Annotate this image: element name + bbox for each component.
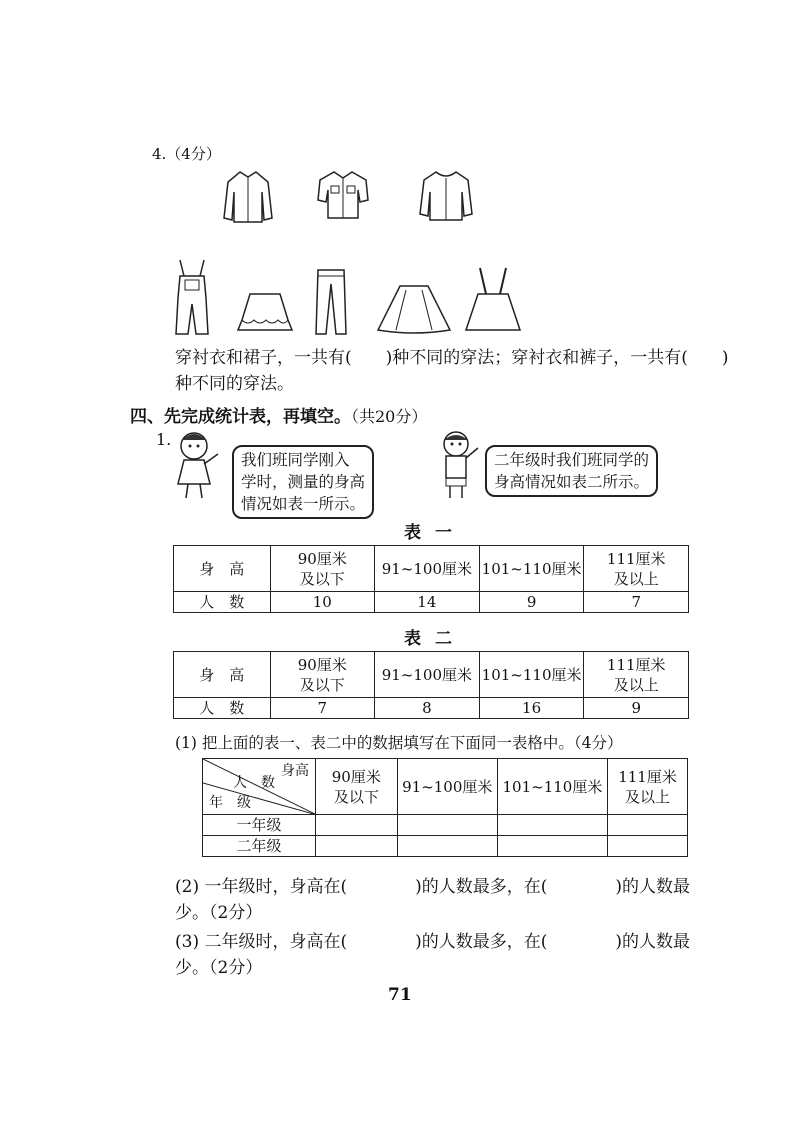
table-combined-column-header <box>315 759 397 815</box>
sub-question-3-line1: (3) 二年级时，身高在( )的人数最多，在( )的人数最 <box>175 932 691 952</box>
col-label-line1: 90厘米 <box>331 767 381 786</box>
blouse-icon <box>418 168 474 224</box>
question-4-text-line2: 种不同的穿法。 <box>175 374 294 394</box>
table-1-caption: 表一 <box>404 523 466 543</box>
section-4-title <box>130 402 427 427</box>
table-2-count-row <box>174 698 689 719</box>
girl-speech-bubble <box>232 445 374 519</box>
col-label-line1: 91~100厘米 <box>381 559 472 578</box>
sub-question-2-line1: (2) 一年级时，身高在( )的人数最多，在( )的人数最 <box>175 877 691 897</box>
col-label-line1: 90厘米 <box>297 655 347 674</box>
table-2-count-cell: 16 <box>479 698 584 719</box>
table-2-column-header <box>270 652 374 698</box>
blank-answer-cell[interactable] <box>608 836 688 857</box>
girl-bubble-line3: 情况如表一所示。 <box>241 495 366 513</box>
table-combined-row-header: 一年级 <box>203 815 316 836</box>
col-label-line1: 111厘米 <box>606 549 666 568</box>
table-1-row-header-height: 身 高 <box>174 546 271 592</box>
col-label-line1: 101~110厘米 <box>481 559 582 578</box>
col-label-line1: 101~110厘米 <box>502 777 603 796</box>
table-1-count-cell: 14 <box>375 592 480 613</box>
table-2-count-cell: 9 <box>584 698 689 719</box>
table-1-count-cell: 7 <box>584 592 689 613</box>
ruffled-skirt-icon <box>236 290 294 334</box>
girl-bubble-line1: 我们班同学刚入 <box>241 451 350 469</box>
sub-question-2-line2: 少。（2分） <box>175 903 263 923</box>
blank-answer-cell[interactable] <box>497 836 607 857</box>
corner-grade-label: 年 级 <box>209 795 251 811</box>
col-label-line2: 及以上 <box>625 787 671 806</box>
table-1-count-cell: 10 <box>270 592 374 613</box>
col-label-line2: 及以下 <box>299 569 345 588</box>
table-1-count-row <box>174 592 689 613</box>
table-2-column-header <box>479 652 584 698</box>
table-2-row-header-count: 人 数 <box>174 698 271 719</box>
flared-skirt-icon <box>376 282 452 334</box>
table-1 <box>173 545 689 613</box>
table-2-height-row <box>174 652 689 698</box>
col-label-line2: 及以上 <box>613 569 659 588</box>
table-2-column-header <box>584 652 689 698</box>
question-4-label: 4.（4分） <box>152 145 221 163</box>
table-1-height-row <box>174 546 689 592</box>
girl-bubble-line2: 学时，测量的身高 <box>241 473 366 491</box>
col-label-line1: 111厘米 <box>606 655 666 674</box>
col-label-line2: 及以上 <box>613 675 659 694</box>
overalls-icon <box>172 258 212 336</box>
item-1-number: 1. <box>156 430 172 449</box>
table-1-column-header <box>584 546 689 592</box>
col-label-line1: 101~110厘米 <box>481 665 582 684</box>
blank-answer-cell[interactable] <box>397 836 497 857</box>
table-1-count-cell: 9 <box>479 592 584 613</box>
boy-bubble-line1: 二年级时我们班同学的 <box>494 451 650 469</box>
shirt-icon <box>316 168 370 220</box>
table-combined-corner-cell <box>203 759 316 815</box>
table-row <box>203 815 688 836</box>
table-1-column-header <box>375 546 480 592</box>
corner-height-label: 身高 <box>280 763 309 779</box>
sub-question-1 <box>175 731 623 753</box>
page-number: 71 <box>388 985 412 1005</box>
boy-avatar <box>432 428 482 500</box>
blank-answer-cell[interactable] <box>397 815 497 836</box>
table-combined-row-header: 二年级 <box>203 836 316 857</box>
table-combined-column-header <box>497 759 607 815</box>
table-1-column-header <box>479 546 584 592</box>
table-2 <box>173 651 689 719</box>
sub-question-3-line2: 少。（2分） <box>175 958 263 978</box>
col-label-line2: 及以下 <box>333 787 379 806</box>
sub-question-1-text: (1) 把上面的表一、表二中的数据填写在下面同一表格中。 <box>175 734 574 752</box>
blank-answer-cell[interactable] <box>497 815 607 836</box>
table-combined-header-row <box>203 759 688 815</box>
table-combined-column-header <box>608 759 688 815</box>
blank-answer-cell[interactable] <box>315 815 397 836</box>
col-label-line1: 91~100厘米 <box>402 777 493 796</box>
shirt-icon <box>222 168 274 226</box>
table-2-caption: 表二 <box>404 629 466 649</box>
blank-answer-cell[interactable] <box>608 815 688 836</box>
table-1-row-header-count: 人 数 <box>174 592 271 613</box>
sub-question-1-points: （4分） <box>573 734 623 752</box>
section-4-points: （共20分） <box>351 407 428 426</box>
suspender-skirt-icon <box>464 266 522 334</box>
col-label-line1: 91~100厘米 <box>381 665 472 684</box>
col-label-line1: 90厘米 <box>297 549 347 568</box>
boy-speech-bubble <box>485 445 658 497</box>
girl-avatar <box>170 428 222 500</box>
boy-bubble-line2: 身高情况如表二所示。 <box>494 473 650 491</box>
blank-answer-cell[interactable] <box>315 836 397 857</box>
table-2-count-cell: 7 <box>270 698 374 719</box>
table-2-column-header <box>375 652 480 698</box>
section-4-title-text: 四、先完成统计表，再填空。 <box>130 407 351 427</box>
table-2-count-cell: 8 <box>375 698 480 719</box>
corner-count-label: 人 数 <box>233 775 275 791</box>
col-label-line1: 111厘米 <box>618 767 677 786</box>
table-1-column-header <box>270 546 374 592</box>
trousers-icon <box>314 268 348 336</box>
col-label-line2: 及以下 <box>299 675 345 694</box>
table-combined-column-header <box>397 759 497 815</box>
table-combined <box>202 758 688 857</box>
question-4-text-line1: 穿衬衣和裙子，一共有( )种不同的穿法；穿衬衣和裤子，一共有( ) <box>175 348 729 368</box>
table-2-row-header-height: 身 高 <box>174 652 271 698</box>
table-row <box>203 836 688 857</box>
